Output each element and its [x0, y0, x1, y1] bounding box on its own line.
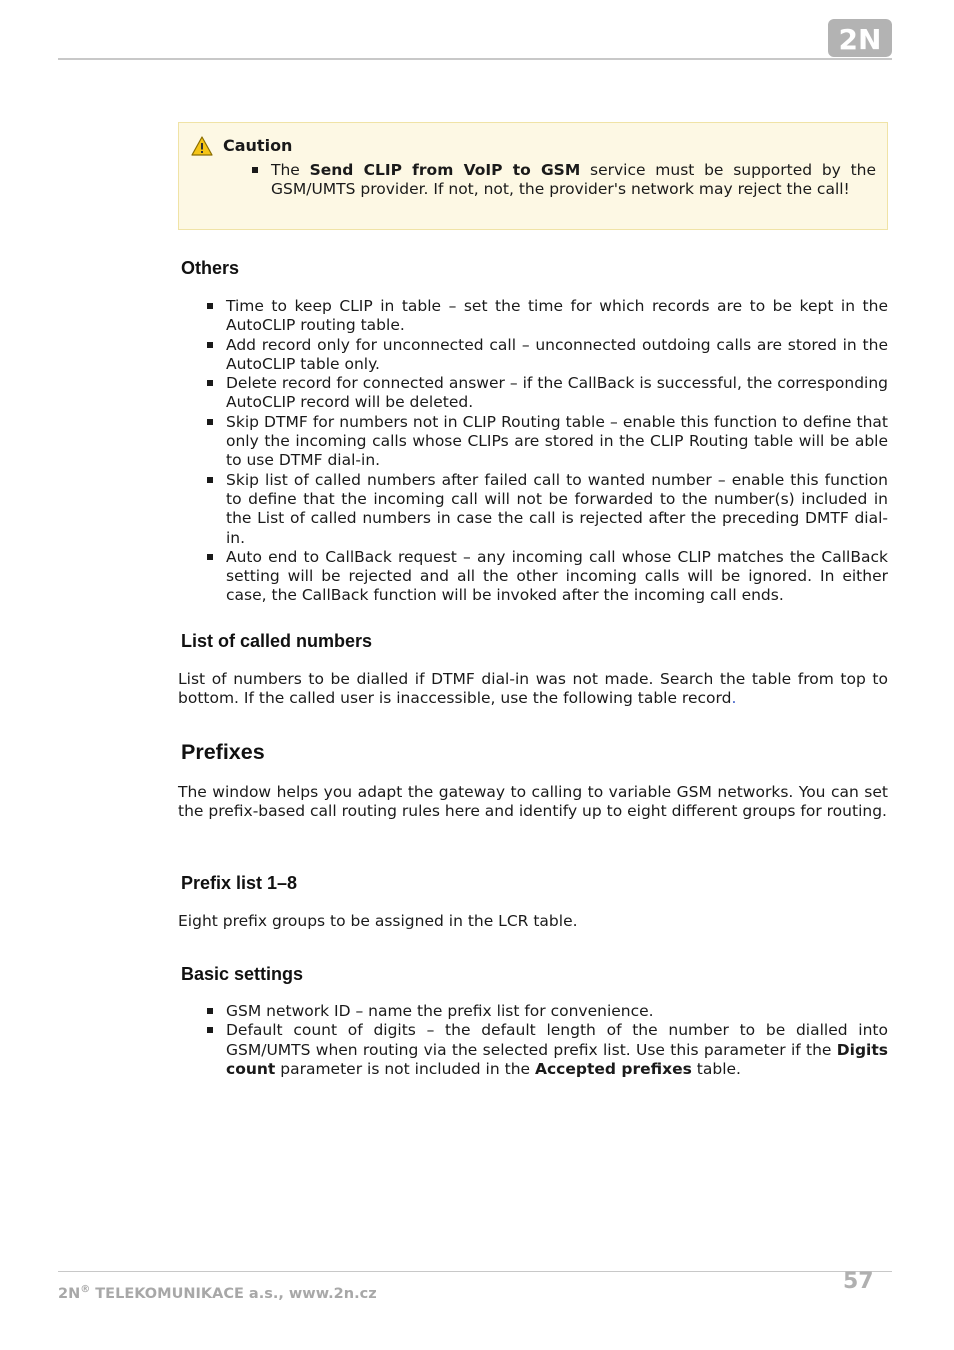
prefixes-text: The window helps you adapt the gateway to calling to variable GSM networks. You can set the prefix-based call routing rules here and identify up to eight different groups for routing. [178, 783, 888, 821]
page-number: 57 [843, 1269, 874, 1294]
list-item: Skip list of called numbers after failed call to wanted number – enable this function to define that the incoming call will not be forwarded to the number(s) included in the List of called numbers in case the call is rejected after the preceding DMTF dial-in. [178, 471, 888, 548]
svg-text:2N: 2N [838, 23, 882, 56]
list-item: Auto end to CallBack request – any incoming call whose CLIP matches the CallBack setting will be rejected and all the other incoming calls will be ignored. In either case, the CallBack function will be invoked after the incoming call ends. [178, 548, 888, 606]
caution-title: Caution [223, 136, 293, 155]
footer-rule [58, 1271, 892, 1272]
called-numbers-text: List of numbers to be dialled if DTMF dial-in was not made. Search the table from top to bottom. If the called user is inaccessible, use the following table record. [178, 670, 888, 708]
basic-settings-list [178, 1002, 888, 1079]
list-item: Default count of digits – the default length of the number to be dialled into GSM/UMTS when routing via the selected prefix list. Use this parameter if the Digits count parameter is not included in the Accepted prefixes table. [178, 1021, 888, 1079]
warning-icon [191, 136, 213, 156]
header-rule [58, 58, 892, 60]
heading-others: Others [181, 258, 240, 278]
list-item: Delete record for connected answer – if the CallBack is successful, the corresponding AutoCLIP record will be deleted. [178, 374, 888, 413]
list-item: Skip DTMF for numbers not in CLIP Routing table – enable this function to define that only the incoming calls whose CLIPs are stored in the CLIP Routing table will be able to use DTMF dial-in. [178, 413, 888, 471]
others-list [178, 297, 888, 606]
footer-company: 2N® TELEKOMUNIKACE a.s., www.2n.cz [58, 1284, 377, 1302]
heading-basic-settings: Basic settings [181, 964, 304, 984]
heading-prefix-list: Prefix list 1–8 [181, 873, 298, 893]
list-item: Time to keep CLIP in table – set the time for which records are to be kept in the AutoCLIP routing table. [178, 297, 888, 336]
caution-text: The Send CLIP from VoIP to GSM service must be supported by the GSM/UMTS provider. If not, not, the provider's network may reject the call! [271, 161, 877, 199]
caution-bullet [252, 167, 258, 173]
2n-logo [828, 19, 892, 57]
heading-list-of-called-numbers: List of called numbers [181, 631, 373, 651]
prefix-list-text: Eight prefix groups to be assigned in the LCR table. [178, 912, 578, 930]
list-item: Add record only for unconnected call – unconnected outdoing calls are stored in the AutoCLIP table only. [178, 336, 888, 375]
list-item: GSM network ID – name the prefix list for convenience. [178, 1002, 888, 1021]
heading-prefixes: Prefixes [181, 740, 265, 764]
caution-box [178, 122, 888, 230]
